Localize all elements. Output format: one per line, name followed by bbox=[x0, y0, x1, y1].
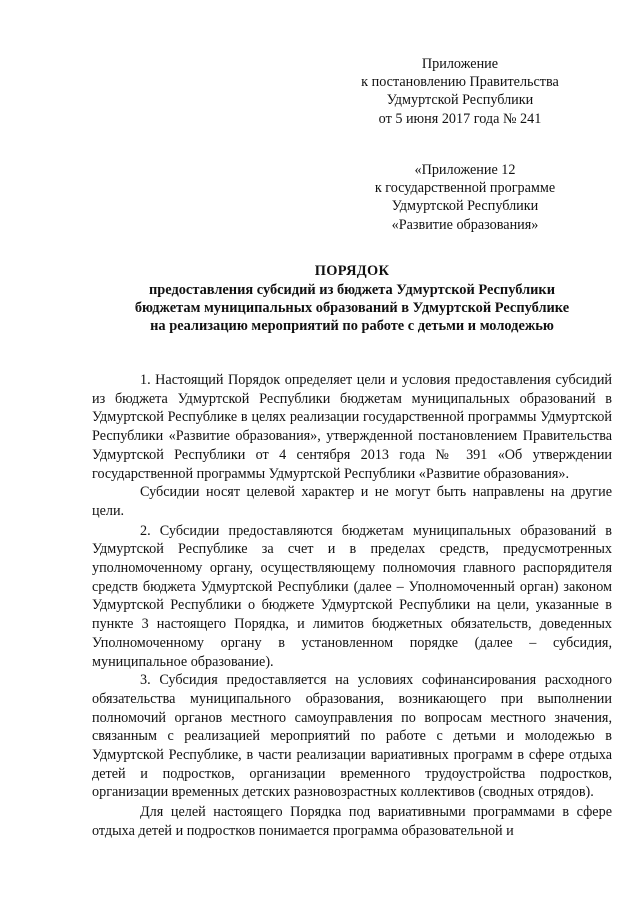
annex-stamp-line: к государственной программе bbox=[374, 180, 556, 197]
approval-stamp-line: от 5 июня 2017 года № 241 bbox=[378, 110, 542, 127]
paragraph-item-2: 2. Субсидии предоставляются бюджетам муниципальных образований в Удмуртской Республике за счет и в пределах средств, предусмотренных уполномоченному органу, осуществляющему полномочия главного распорядителя средств бюджета Удмуртской Республики (далее – Уполномоченный орган) законом Удмуртской Республики о бюджете Удмуртской Республики на цели, указанные в пункте 3 настоящего Порядка, и лимитов бюджетных обязательств, доведенных Уполномоченному органу в установленном порядке (далее – субсидия, муниципальное образование). bbox=[92, 522, 612, 670]
annex-stamp-line: Удмуртской Республики bbox=[391, 198, 539, 215]
paragraph-item-1: 1. Настоящий Порядок определяет цели и условия предоставления субсидий из бюджета Удмуртской Республики бюджетам муниципальных образований в Удмуртской Республике в целях реализации государственной программы Удмуртской Республики «Развитие образования», утвержденной постановлением Правительства Удмуртской Республики от 4 сентября 2013 года № 391 «Об утверждении государственной программы Удмуртской Республики «Развитие образования». bbox=[92, 372, 612, 482]
annex-stamp bbox=[345, 161, 585, 234]
document-subtitle-line: предоставления субсидий из бюджета Удмуртской Республики bbox=[148, 282, 556, 298]
document-subtitle-line: на реализацию мероприятий по работе с детьми и молодежью bbox=[150, 318, 554, 334]
approval-stamp bbox=[345, 55, 575, 128]
approval-stamp-line: Приложение bbox=[421, 56, 499, 72]
paragraph-purpose-note: Субсидии носят целевой характер и не могут быть направлены на другие цели. bbox=[92, 484, 612, 519]
document-heading bbox=[92, 262, 612, 335]
paragraph-item-3: 3. Субсидия предоставляется на условиях софинансирования расходного обязательства муниципального образования, возникающего при выполнении полномочий органов местного самоуправления по вопросам местного значения, связанным с реализацией мероприятий по работе с детьми и молодежью в Удмуртской Республике, в части реализации вариативных программ в сфере отдыха детей и подростков, организации временного трудоустройства подростков, организации временных детских разновозрастных коллективов (сводных отрядов). bbox=[92, 672, 612, 801]
document-title: ПОРЯДОК bbox=[314, 263, 390, 279]
annex-stamp-line: «Развитие образования» bbox=[391, 216, 539, 233]
document-subtitle-line: бюджетам муниципальных образований в Удмуртской Республике bbox=[134, 300, 570, 316]
document-body bbox=[92, 371, 612, 841]
annex-stamp-line: «Приложение 12 bbox=[414, 162, 516, 178]
paragraph-definition: Для целей настоящего Порядка под вариативными программами в сфере отдыха детей и подростков понимается программа образовательной и bbox=[92, 804, 612, 839]
approval-stamp-line: к постановлению Правительства bbox=[361, 74, 559, 91]
approval-stamp-line: Удмуртской Республики bbox=[386, 92, 534, 109]
